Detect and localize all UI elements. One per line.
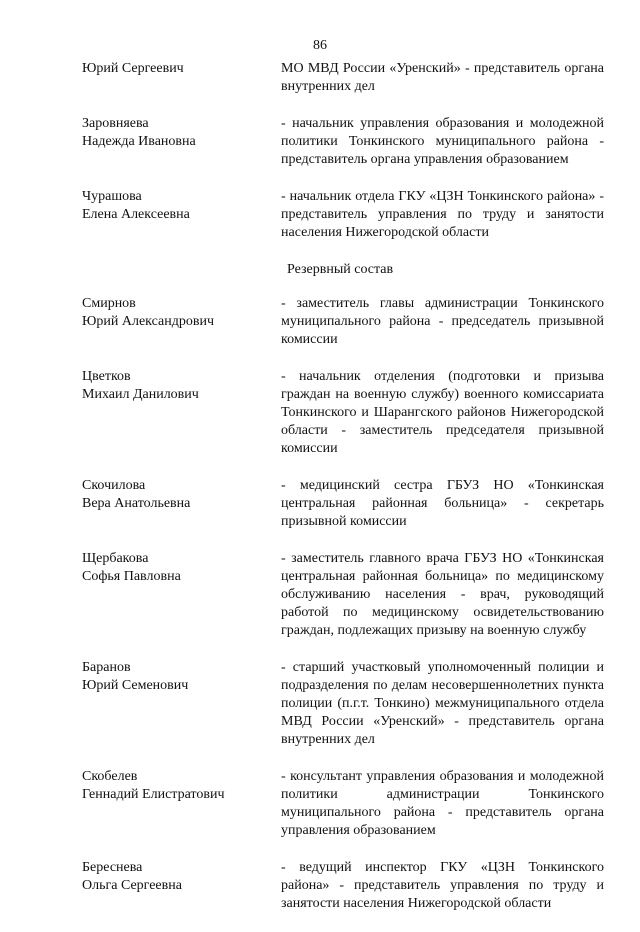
- member-role: - заместитель главы администрации Тонкинского муниципального района - председатель призывной комиссии: [281, 296, 604, 347]
- commission-list: [82, 60, 604, 932]
- member-surname: Щербакова: [82, 551, 149, 566]
- member-name: [82, 295, 281, 331]
- page-number: 86: [313, 38, 327, 53]
- member-surname: Баранов: [82, 660, 131, 675]
- member-role: - старший участковый уполномоченный полиции и подразделения по делам несовершеннолетних пункта полиции (п.г.т. Тонкино) межмуниципального отдела МВД России «Уренский» - представитель органа внутренних дел: [281, 660, 604, 747]
- member-surname: Чурашова: [82, 189, 142, 204]
- reserve-member-entry: [82, 477, 604, 531]
- member-given-names: Геннадий Елистратович: [82, 787, 225, 802]
- member-name: [82, 659, 281, 695]
- member-surname: Смирнов: [82, 296, 136, 311]
- member-role: - консультант управления образования и молодежной политики администрации Тонкинского муниципального района - представитель органа управления образованием: [281, 769, 604, 838]
- member-name: [82, 115, 281, 151]
- reserve-member-entry: [82, 659, 604, 749]
- member-entry: [82, 115, 604, 169]
- member-name: [82, 550, 281, 586]
- reserve-member-entry: [82, 550, 604, 640]
- member-role: - начальник управления образования и молодежной политики Тонкинского муниципального района - представитель органа управления образованием: [281, 116, 604, 167]
- reserve-section-title: Резервный состав: [287, 262, 394, 277]
- reserve-member-entry: [82, 368, 604, 458]
- member-surname: Береснева: [82, 860, 143, 875]
- reserve-member-entry: [82, 295, 604, 349]
- member-given-names: Юрий Семенович: [82, 678, 189, 693]
- member-entry: [82, 60, 604, 96]
- member-role: МО МВД России «Уренский» - представитель органа внутренних дел: [281, 61, 604, 94]
- member-role: - медицинский сестра ГБУЗ НО «Тонкинская центральная районная больница» - секретарь призывной комиссии: [281, 478, 604, 529]
- member-role: - начальник отдела ГКУ «ЦЗН Тонкинского района» - представитель управления по труду и занятости населения Нижегородской области: [281, 189, 604, 240]
- member-given-names: Михаил Данилович: [82, 387, 199, 402]
- member-name: [82, 188, 281, 224]
- member-role: - начальник отделения (подготовки и призыва граждан на военную службу) военного комиссариата Тонкинского и Шарангского районов Нижегородской области - заместитель председателя призывной комиссии: [281, 369, 604, 456]
- member-name: [82, 368, 281, 404]
- member-surname: Скочилова: [82, 478, 146, 493]
- member-given-names: Юрий Александрович: [82, 314, 214, 329]
- member-given-names: Надежда Ивановна: [82, 134, 196, 149]
- member-name-line: Юрий Сергеевич: [82, 61, 184, 76]
- member-given-names: Елена Алексеевна: [82, 207, 190, 222]
- member-given-names: Софья Павловна: [82, 569, 181, 584]
- member-surname: Цветков: [82, 369, 131, 384]
- member-name: [82, 477, 281, 513]
- member-name: [82, 60, 281, 78]
- member-entry: [82, 188, 604, 242]
- member-name: [82, 859, 281, 895]
- member-name: [82, 768, 281, 804]
- member-surname: Заровняева: [82, 116, 149, 131]
- member-given-names: Вера Анатольевна: [82, 496, 191, 511]
- member-role: - заместитель главного врача ГБУЗ НО «Тонкинская центральная районная больница» по медицинскому обслуживанию населения - врач, руководящий работой по медицинскому освидетельствованию граждан, подлежащих призыву на военную службу: [281, 551, 604, 638]
- member-role: - ведущий инспектор ГКУ «ЦЗН Тонкинского района» - представитель управления по труду и занятости населения Нижегородской области: [281, 860, 604, 911]
- member-given-names: Ольга Сергеевна: [82, 878, 182, 893]
- reserve-member-entry: [82, 768, 604, 840]
- member-surname: Скобелев: [82, 769, 138, 784]
